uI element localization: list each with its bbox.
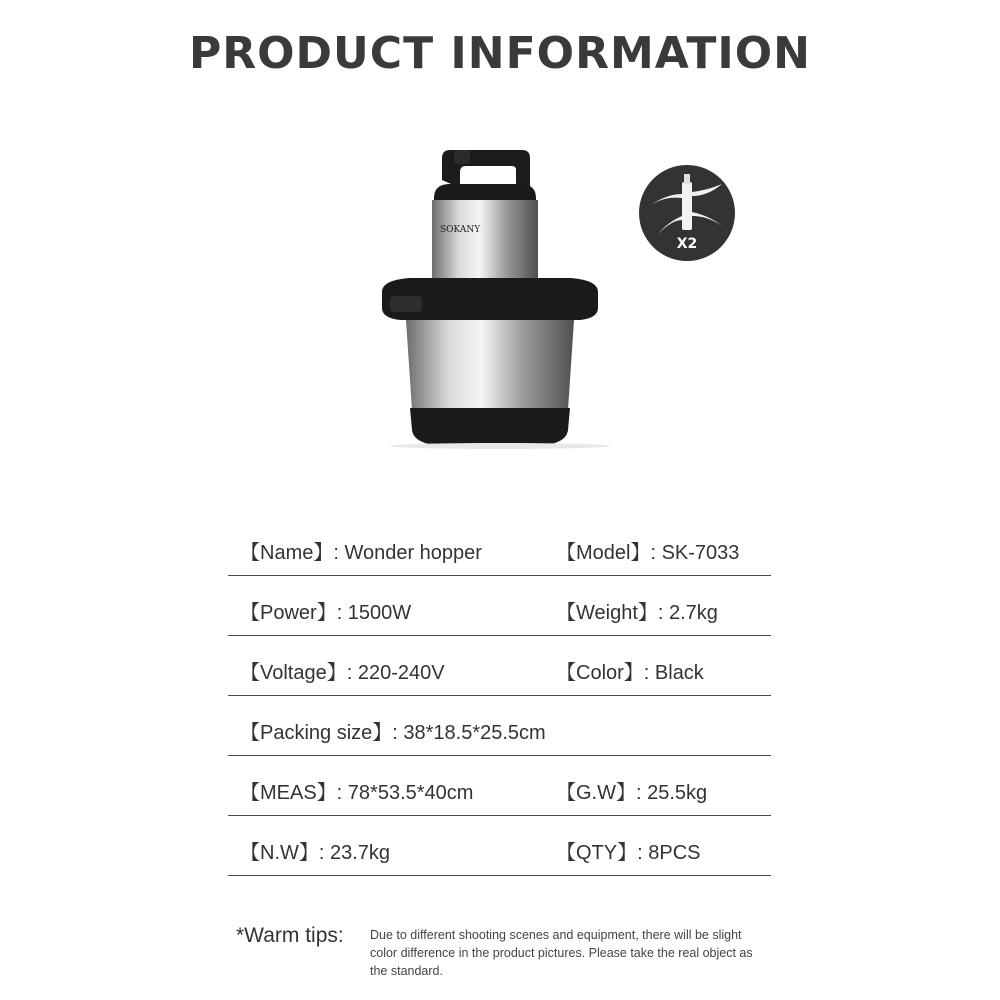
- spec-table: [228, 516, 771, 876]
- spec-net-weight: 【N.W】: 23.7kg: [240, 842, 391, 864]
- spec-voltage: 【Voltage】: 220-240V: [240, 662, 445, 684]
- spec-row: [228, 516, 771, 576]
- spec-power: 【Power】: 1500W: [240, 602, 412, 624]
- spec-quantity: 【QTY】: 8PCS: [556, 842, 701, 864]
- spec-meas: 【MEAS】: 78*53.5*40cm: [240, 782, 474, 804]
- spec-row: [228, 756, 771, 816]
- spec-row: [228, 816, 771, 876]
- spec-row: [228, 636, 771, 696]
- spec-row: [228, 576, 771, 636]
- warm-tips-label: *Warm tips:: [236, 924, 344, 947]
- warm-tips-text: Due to different shooting scenes and equipment, there will be slight color difference in the product pictures. Please take the real object as the standard.: [370, 928, 753, 978]
- page-title: PRODUCT INFORMATION: [189, 28, 811, 79]
- badge-label: X2: [676, 236, 698, 252]
- spec-name: 【Name】: Wonder hopper: [240, 542, 482, 564]
- blade-badge: [638, 164, 736, 262]
- brand-label: SOKANY: [440, 225, 481, 235]
- spec-color: 【Color】: Black: [556, 662, 704, 684]
- spec-gross-weight: 【G.W】: 25.5kg: [556, 782, 708, 804]
- product-image: [370, 140, 630, 460]
- spec-packing-size: 【Packing size】: 38*18.5*25.5cm: [240, 722, 546, 744]
- spec-weight: 【Weight】: 2.7kg: [556, 602, 718, 624]
- meat-grinder-image: [370, 140, 630, 460]
- spec-model: 【Model】: SK-7033: [556, 542, 740, 564]
- spec-row: [228, 696, 771, 756]
